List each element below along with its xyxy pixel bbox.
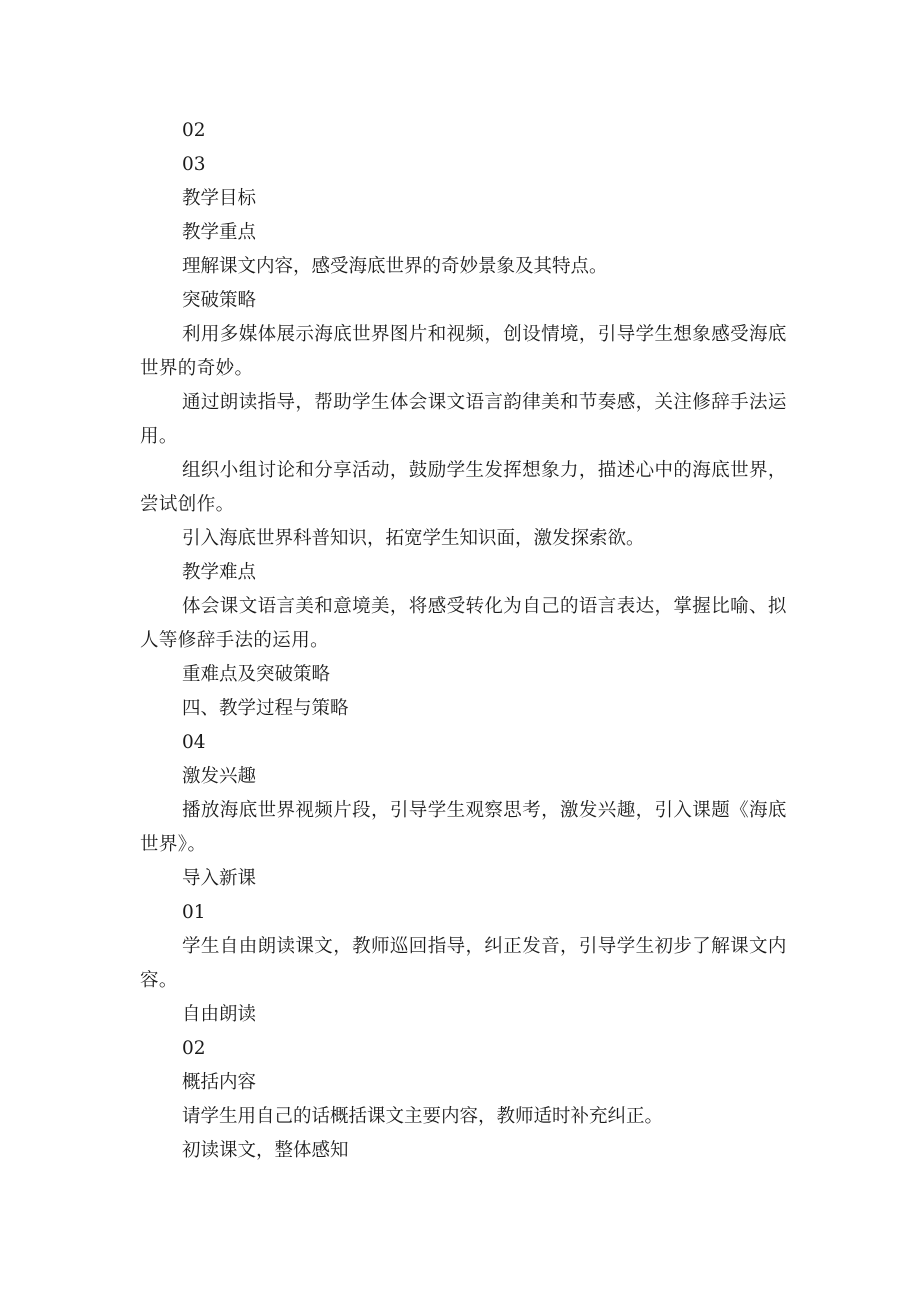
section-number: 02 bbox=[182, 120, 206, 141]
heading-free-reading: 自由朗读 bbox=[182, 1004, 257, 1025]
heading-arouse-interest: 激发兴趣 bbox=[182, 766, 257, 787]
paragraph-free-reading: 学生自由朗读课文，教师巡回指导，纠正发音，引导学生初步了解课文内容。 bbox=[140, 936, 787, 991]
paragraph-video-intro: 播放海底世界视频片段，引导学生观察思考，激发兴趣，引入课题《海底世界》。 bbox=[140, 800, 787, 855]
heading-teaching-process: 四、教学过程与策略 bbox=[182, 698, 349, 719]
heading-summarize-content: 概括内容 bbox=[182, 1072, 257, 1093]
text-strategy-science: 引入海底世界科普知识，拓宽学生知识面，激发探索欲。 bbox=[182, 528, 645, 549]
section-number: 03 bbox=[182, 154, 206, 175]
paragraph-strategy-multimedia: 利用多媒体展示海底世界图片和视频，创设情境，引导学生想象感受海底世界的奇妙。 bbox=[140, 324, 787, 379]
heading-teaching-difficulty: 教学难点 bbox=[182, 562, 257, 583]
heading-teaching-goals: 教学目标 bbox=[182, 188, 257, 209]
heading-key-difficulty-strategy: 重难点及突破策略 bbox=[182, 664, 331, 685]
paragraph-strategy-discussion: 组织小组讨论和分享活动，鼓励学生发挥想象力，描述心中的海底世界，尝试创作。 bbox=[140, 460, 787, 515]
paragraph-difficulty-content: 体会课文语言美和意境美，将感受转化为自己的语言表达，掌握比喻、拟人等修辞手法的运用。 bbox=[140, 596, 787, 651]
text-focus-content: 理解课文内容，感受海底世界的奇妙景象及其特点。 bbox=[182, 256, 608, 277]
heading-first-reading: 初读课文，整体感知 bbox=[182, 1140, 349, 1161]
heading-new-lesson: 导入新课 bbox=[182, 868, 257, 889]
section-number: 04 bbox=[182, 732, 206, 753]
section-number: 02 bbox=[182, 1038, 206, 1059]
document-body bbox=[140, 114, 790, 1168]
paragraph-strategy-reading: 通过朗读指导，帮助学生体会课文语言韵律美和节奏感，关注修辞手法运用。 bbox=[140, 392, 787, 447]
heading-breakthrough-strategy: 突破策略 bbox=[182, 290, 257, 311]
heading-teaching-focus: 教学重点 bbox=[182, 222, 257, 243]
text-summarize-instruction: 请学生用自己的话概括课文主要内容，教师适时补充纠正。 bbox=[182, 1106, 664, 1127]
section-number: 01 bbox=[182, 902, 206, 923]
